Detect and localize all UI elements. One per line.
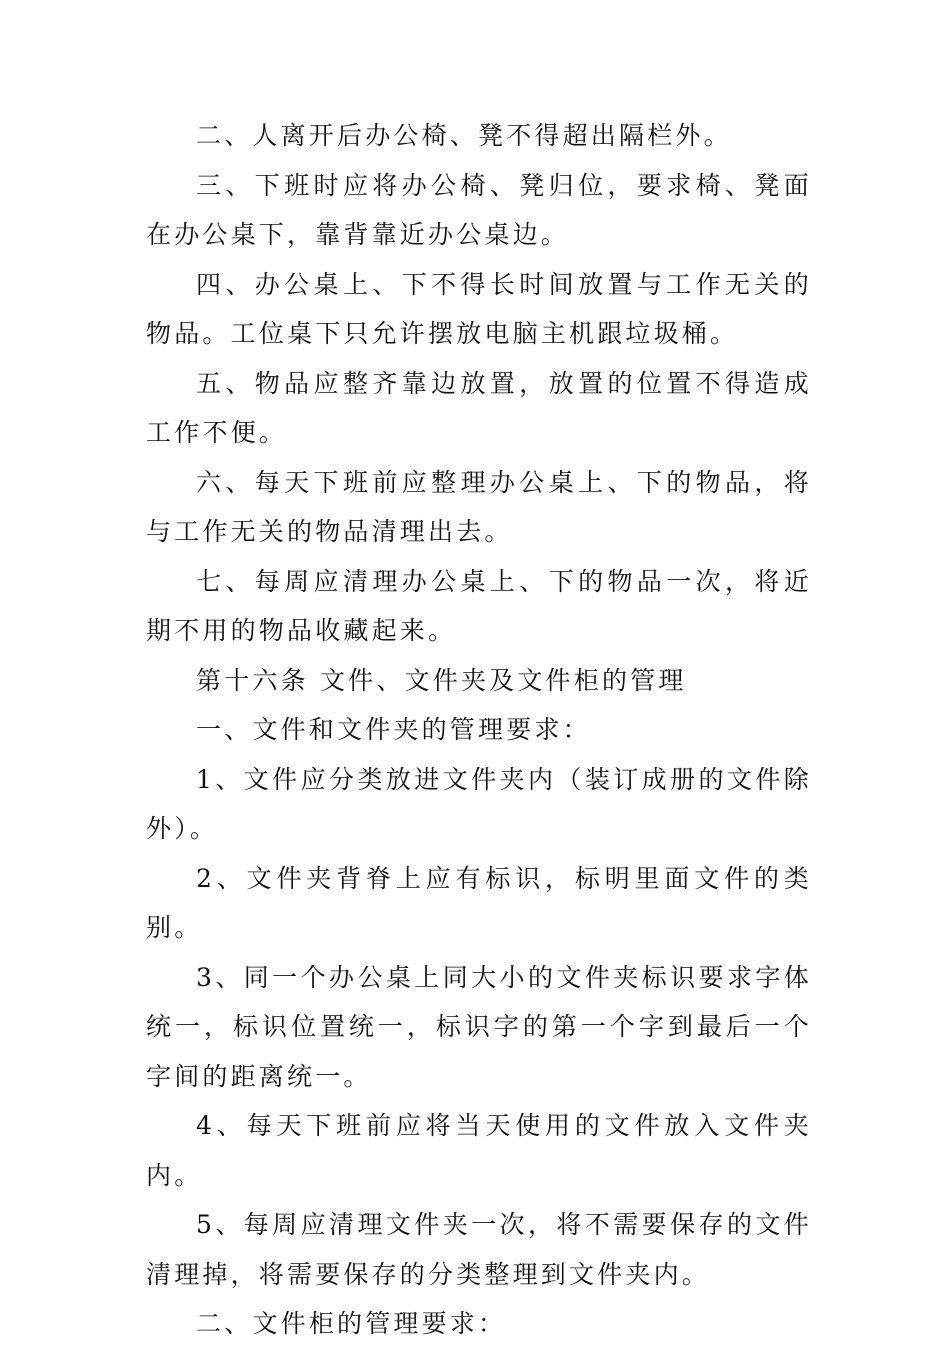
paragraph-1: 二、人离开后办公椅、凳不得超出隔栏外。 xyxy=(196,121,732,150)
paragraph-6: 七、每周应清理办公桌上、下的物品一次，将近期不用的物品收藏起来。 xyxy=(146,566,812,645)
paragraph-2: 三、下班时应将办公椅、凳归位，要求椅、凳面在办公桌下，靠背靠近办公桌边。 xyxy=(146,170,812,249)
paragraph-9: 1、文件应分类放进文件夹内（装订成册的文件除外）。 xyxy=(146,764,812,843)
paragraph-8: 一、文件和文件夹的管理要求： xyxy=(196,715,591,744)
paragraph-4: 五、物品应整齐靠边放置，放置的位置不得造成工作不便。 xyxy=(146,368,812,447)
paragraph-3: 四、办公桌上、下不得长时间放置与工作无关的物品。工位桌下只允许摆放电脑主机跟垃圾桶。 xyxy=(146,269,812,348)
section-heading: 第十六条 文件、文件夹及文件柜的管理 xyxy=(196,665,687,695)
paragraph-14: 二、文件柜的管理要求： xyxy=(196,1309,507,1338)
paragraph-13: 5、每周应清理文件夹一次，将不需要保存的文件清理掉，将需要保存的分类整理到文件夹内。 xyxy=(146,1210,812,1289)
paragraph-12: 4、每天下班前应将当天使用的文件放入文件夹内。 xyxy=(146,1111,812,1190)
document-body xyxy=(146,111,812,1349)
paragraph-11: 3、同一个办公桌上同大小的文件夹标识要求字体统一，标识位置统一，标识字的第一个字到最后一个字间的距离统一。 xyxy=(146,962,812,1091)
paragraph-10: 2、文件夹背脊上应有标识，标明里面文件的类别。 xyxy=(146,863,812,942)
paragraph-5: 六、每天下班前应整理办公桌上、下的物品，将与工作无关的物品清理出去。 xyxy=(146,467,812,546)
